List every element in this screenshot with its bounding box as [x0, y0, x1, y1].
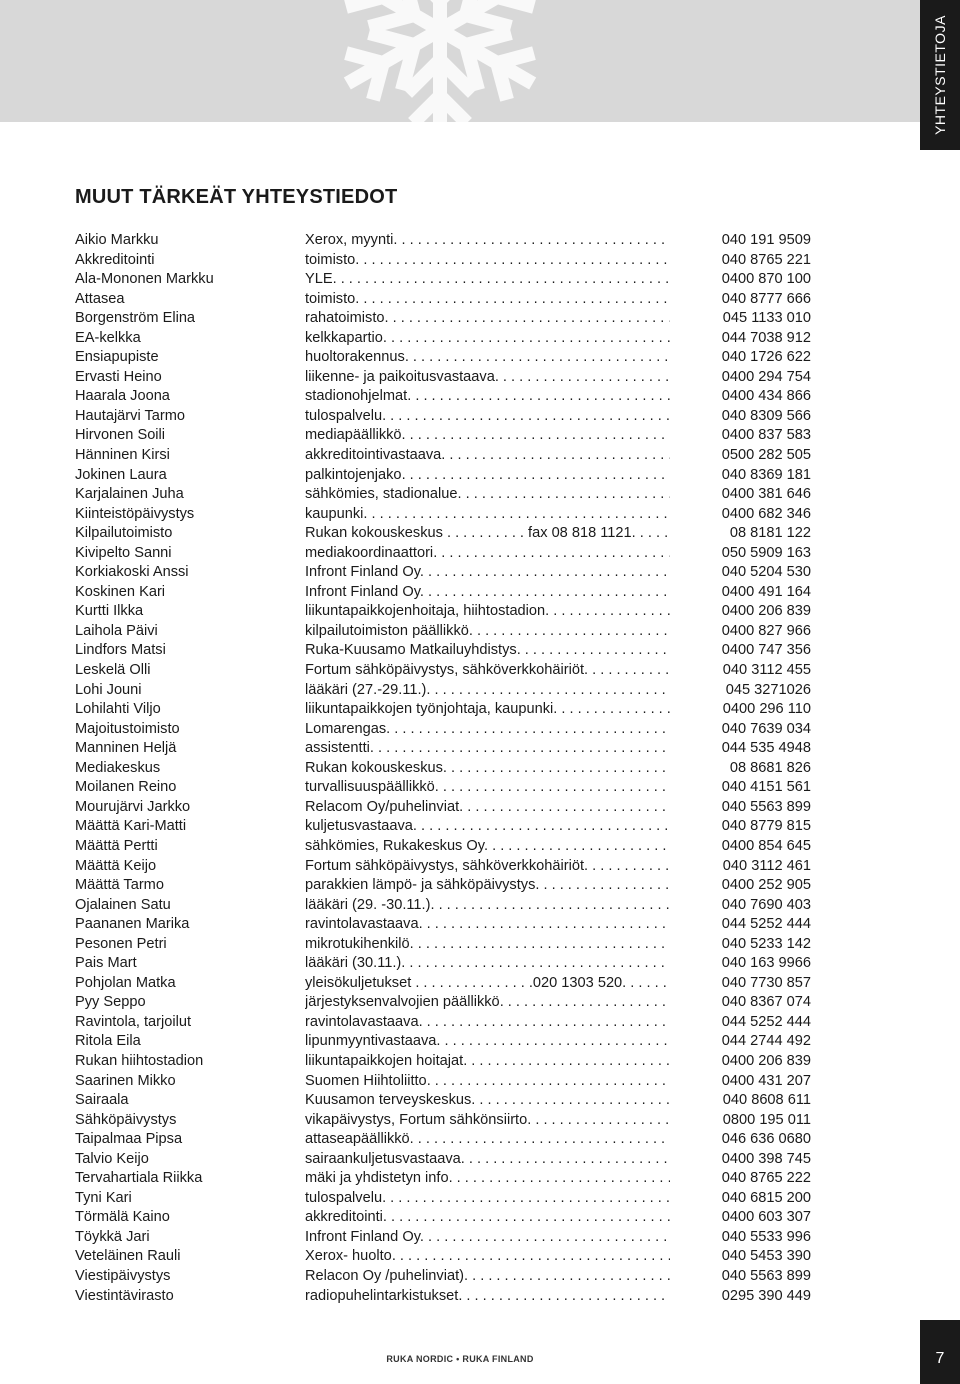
contact-phone: 0500 282 505 [721, 447, 811, 464]
footer-separator: • [456, 1354, 460, 1364]
contact-phone: 040 8777 666 [721, 290, 811, 307]
contact-name: Taipalmaa Pipsa [75, 1131, 183, 1148]
contact-role: stadionohjelmat . . . [305, 387, 670, 407]
contact-name: Määttä Pertti [75, 837, 158, 854]
contact-phone: 045 1133 010 [722, 310, 811, 327]
contact-name: Lohilahti Viljo [75, 701, 161, 718]
contact-row [75, 876, 815, 896]
contact-name: Ravintola, tarjoilut [75, 1013, 191, 1030]
contact-name: Lindfors Matsi [75, 642, 166, 659]
contact-phone: 050 5909 163 [721, 544, 811, 561]
contact-name: Leskelä Olli [75, 662, 151, 679]
contact-name: Rukan hiihtostadion [75, 1052, 204, 1069]
contact-name: Kiinteistöpäivystys [75, 505, 195, 522]
side-label-text: YHTEYSTIETOJA [932, 15, 948, 135]
contact-name: Akkreditointi [75, 251, 155, 268]
footer [0, 1354, 920, 1364]
contact-role: Suomen Hiihtoliitto . . . [305, 1072, 670, 1092]
contact-name: Törmälä Kaino [75, 1209, 170, 1226]
contact-role: kelkkapartio . . . [305, 329, 670, 349]
contact-name: Määttä Keijo [75, 857, 157, 874]
contact-role: mediapäällikkö . . . [305, 426, 670, 446]
contact-row [75, 251, 815, 271]
footer-brand-left: RUKA NORDIC [386, 1354, 454, 1364]
contact-row [75, 1267, 815, 1287]
contact-name: Määttä Kari-Matti [75, 818, 187, 835]
contact-role: akkreditointi . . . [305, 1208, 670, 1228]
contact-name: Sairaala [75, 1092, 129, 1109]
contact-name: Korkiakoski Anssi [75, 564, 189, 581]
contact-name: Pesonen Petri [75, 935, 167, 952]
contact-row [75, 993, 815, 1013]
contact-name: Mediakeskus [75, 759, 161, 776]
contact-phone: 040 8765 221 [721, 251, 811, 268]
contact-phone: 044 535 4948 [721, 740, 811, 757]
contact-row [75, 270, 815, 290]
contact-role: huoltorakennus . . . [305, 348, 670, 368]
contact-phone: 040 8369 181 [721, 466, 811, 483]
contact-name: Kivipelto Sanni [75, 544, 172, 561]
contact-role: parakkien lämpö- ja sähköpäivystys . . . [305, 876, 670, 896]
contact-role: Infront Finland Oy . . . [305, 583, 670, 603]
header-band [0, 0, 920, 122]
contact-name: Kurtti Ilkka [75, 603, 144, 620]
contact-role: Relacon Oy /puhelinviat) . . . [305, 1267, 670, 1287]
contact-list [75, 231, 815, 1306]
contact-name: Ritola Eila [75, 1033, 141, 1050]
contact-phone: 040 7730 857 [721, 974, 811, 991]
contact-name: Ensiapupiste [75, 349, 159, 366]
contact-name: Tervahartiala Riikka [75, 1170, 203, 1187]
contact-name: Karjalainen Juha [75, 486, 184, 503]
contact-row [75, 1169, 815, 1189]
contact-name: Viestipäivystys [75, 1267, 171, 1284]
contact-role: Fortum sähköpäivystys, sähköverkkohäiriöt . . . [305, 857, 670, 877]
contact-role: tulospalvelu . . . [305, 1189, 670, 1209]
contact-phone: 0295 390 449 [721, 1287, 811, 1304]
contact-name: Aikio Markku [75, 232, 159, 248]
contact-name: Pyy Seppo [75, 994, 146, 1011]
contact-role: sairaankuljetusvastaava . . . [305, 1150, 670, 1170]
contact-phone: 0400 491 164 [721, 583, 811, 600]
contact-role: Relacom Oy/puhelinviat . . . [305, 798, 670, 818]
contact-role: radiopuhelintarkistukset . . . [305, 1287, 670, 1307]
contact-row [75, 231, 815, 251]
contact-row [75, 739, 815, 759]
contact-name: EA-kelkka [75, 329, 141, 346]
contact-role: akkreditointivastaava . . . [305, 446, 670, 466]
contact-row [75, 309, 815, 329]
contact-row [75, 896, 815, 916]
contact-phone: 040 8779 815 [721, 818, 811, 835]
contact-role: YLE . . . [305, 270, 670, 290]
contact-name: Hautajärvi Tarmo [75, 407, 186, 424]
contact-row [75, 622, 815, 642]
contact-name: Töykkä Jari [75, 1228, 150, 1245]
contact-row [75, 290, 815, 310]
contact-phone: 0800 195 011 [722, 1111, 811, 1128]
contact-role: toimisto . . . [305, 251, 670, 271]
contact-name: Jokinen Laura [75, 466, 167, 483]
contact-role: tulospalvelu . . . [305, 407, 670, 427]
contact-row [75, 466, 815, 486]
contact-phone: 0400 603 307 [721, 1209, 811, 1226]
contact-phone: 044 2744 492 [721, 1033, 811, 1050]
contact-role: järjestyksenvalvojien päällikkö . . . [305, 993, 670, 1013]
contact-name: Saarinen Mikko [75, 1072, 176, 1089]
contact-name: Haarala Joona [75, 388, 170, 405]
contact-phone: 045 3271026 [725, 681, 811, 698]
contact-row [75, 387, 815, 407]
contact-phone: 040 8765 222 [721, 1170, 811, 1187]
contact-name: Manninen Heljä [75, 740, 177, 757]
contact-row [75, 915, 815, 935]
contact-role: Xerox, myynti . . . [305, 231, 670, 251]
contact-phone: 044 7038 912 [721, 329, 811, 346]
contact-row [75, 583, 815, 603]
contact-role: Rukan kokouskeskus . . . [305, 759, 670, 779]
contact-role: liikuntapaikkojen työnjohtaja, kaupunki . . . [305, 700, 670, 720]
contact-role: turvallisuuspäällikkö . . . [305, 778, 670, 798]
contact-name: Ervasti Heino [75, 368, 162, 385]
contact-phone: 0400 206 839 [721, 1052, 811, 1069]
contact-name: Laihola Päivi [75, 622, 158, 639]
contact-name: Borgenström Elina [75, 310, 196, 327]
contact-role: Xerox- huolto . . . [305, 1247, 670, 1267]
contact-row [75, 1111, 815, 1131]
contact-phone: 040 3112 455 [722, 662, 811, 679]
contact-row [75, 778, 815, 798]
contact-row [75, 681, 815, 701]
contact-name: Hänninen Kirsi [75, 447, 170, 464]
contact-row [75, 368, 815, 388]
contact-role: lipunmyyntivastaava . . . [305, 1032, 670, 1052]
contact-phone: 0400 206 839 [721, 603, 811, 620]
contact-row [75, 348, 815, 368]
contact-name: Moilanen Reino [75, 779, 177, 796]
contact-phone: 040 8309 566 [721, 407, 811, 424]
contact-phone: 0400 837 583 [721, 427, 811, 444]
snowflake-icon [330, 0, 550, 122]
page-title: MUUT TÄRKEÄT YHTEYSTIEDOT [75, 186, 398, 208]
contact-row [75, 1052, 815, 1072]
contact-name: Tyni Kari [75, 1189, 132, 1206]
contact-row [75, 1032, 815, 1052]
contact-row [75, 524, 815, 544]
contact-role: Infront Finland Oy . . . [305, 1228, 670, 1248]
contact-name: Sähköpäivystys [75, 1111, 177, 1128]
contact-name: Majoitustoimisto [75, 720, 180, 737]
contact-name: Mourujärvi Jarkko [75, 798, 191, 815]
contact-name: Kilpailutoimisto [75, 525, 173, 542]
contact-name: Ala-Mononen Markku [75, 271, 214, 288]
contact-phone: 0400 827 966 [721, 622, 811, 639]
contact-role: kilpailutoimiston päällikkö . . . [305, 622, 670, 642]
contact-row [75, 837, 815, 857]
contact-role: Ruka-Kuusamo Matkailuyhdistys . . . [305, 641, 670, 661]
contact-row [75, 426, 815, 446]
contact-row [75, 1208, 815, 1228]
contact-phone: 040 8608 611 [722, 1092, 811, 1109]
contact-role: Lomarengas . . . [305, 720, 670, 740]
contact-phone: 08 8681 826 [729, 759, 811, 776]
page-number-box [920, 1320, 960, 1384]
contact-row [75, 544, 815, 564]
contact-row [75, 446, 815, 466]
side-section-label [920, 0, 960, 150]
contact-row [75, 1247, 815, 1267]
contact-phone: 040 5233 142 [721, 935, 811, 952]
contact-row [75, 1072, 815, 1092]
contact-name: Hirvonen Soili [75, 427, 166, 444]
contact-phone: 040 5563 899 [721, 798, 811, 815]
contact-phone: 0400 398 745 [721, 1150, 811, 1167]
contact-phone: 0400 431 207 [721, 1072, 811, 1089]
contact-row [75, 1130, 815, 1150]
contact-role: yleisökuljetukset . . . . . . . . . . . . . . .020 1303 520 . . . [305, 974, 670, 994]
contact-role: kuljetusvastaava . . . [305, 817, 670, 837]
contact-phone: 0400 854 645 [721, 837, 811, 854]
contact-row [75, 505, 815, 525]
contact-row [75, 974, 815, 994]
contact-row [75, 954, 815, 974]
contact-phone: 040 3112 461 [722, 857, 811, 874]
contact-row [75, 1150, 815, 1170]
contact-phone: 0400 296 110 [722, 701, 811, 718]
contact-phone: 0400 252 905 [721, 877, 811, 894]
contact-row [75, 1228, 815, 1248]
contact-role: liikuntapaikkojenhoitaja, hiihtostadion . . . [305, 602, 670, 622]
contact-row [75, 1013, 815, 1033]
contact-name: Pohjolan Matka [75, 974, 176, 991]
contact-role: sähkömies, Rukakeskus Oy . . . [305, 837, 670, 857]
contact-role: Infront Finland Oy . . . [305, 563, 670, 583]
contact-phone: 040 6815 200 [721, 1189, 811, 1206]
contact-row [75, 407, 815, 427]
contact-row [75, 720, 815, 740]
contact-phone: 0400 294 754 [721, 368, 811, 385]
contact-row [75, 817, 815, 837]
contact-phone: 040 5453 390 [721, 1248, 811, 1265]
contact-name: Määttä Tarmo [75, 877, 164, 894]
contact-name: Talvio Keijo [75, 1150, 149, 1167]
contact-name: Paananen Marika [75, 916, 190, 933]
page-number: 7 [935, 1350, 945, 1367]
contact-phone: 0400 682 346 [721, 505, 811, 522]
contact-role: lääkäri (29. -30.11.) . . . [305, 896, 670, 916]
contact-row [75, 1287, 815, 1307]
contact-role: assistentti . . . [305, 739, 670, 759]
contact-row [75, 1091, 815, 1111]
contact-phone: 040 163 9966 [721, 955, 811, 972]
contact-row [75, 485, 815, 505]
contact-row [75, 935, 815, 955]
contact-role: rahatoimisto . . . [305, 309, 670, 329]
contact-role: ravintolavastaava . . . [305, 1013, 670, 1033]
contact-name: Ojalainen Satu [75, 896, 171, 913]
contact-row [75, 798, 815, 818]
contact-phone: 044 5252 444 [721, 1013, 811, 1030]
side-tab [920, 0, 960, 1384]
contact-row [75, 700, 815, 720]
contact-phone: 040 7639 034 [721, 720, 811, 737]
contact-name: Lohi Jouni [75, 681, 142, 698]
contact-role: Rukan kokouskeskus . . . . . . . . . . fax 08 818 1121 . . . [305, 524, 670, 544]
contact-role: mäki ja yhdistetyn info . . . [305, 1169, 670, 1189]
contact-role: liikenne- ja paikoitusvastaava . . . [305, 368, 670, 388]
contact-row [75, 1189, 815, 1209]
contact-phone: 040 5204 530 [721, 564, 811, 581]
contact-row [75, 857, 815, 877]
contact-phone: 040 5563 899 [721, 1267, 811, 1284]
contact-row [75, 759, 815, 779]
contact-phone: 040 4151 561 [721, 779, 811, 796]
footer-brand-right: RUKA FINLAND [462, 1354, 534, 1364]
contact-phone: 040 7690 403 [721, 896, 811, 913]
contact-role: mikrotukihenkilö . . . [305, 935, 670, 955]
contact-role: lääkäri (30.11.) . . . [305, 954, 670, 974]
contact-name: Veteläinen Rauli [75, 1248, 181, 1265]
contact-phone: 0400 381 646 [721, 486, 811, 503]
contact-phone: 040 191 9509 [721, 232, 811, 248]
contact-role: lääkäri (27.-29.11.) . . . [305, 681, 670, 701]
contact-row [75, 661, 815, 681]
contact-role: liikuntapaikkojen hoitajat . . . [305, 1052, 670, 1072]
contact-role: vikapäivystys, Fortum sähkönsiirto . . . [305, 1111, 670, 1131]
contact-phone: 044 5252 444 [721, 916, 811, 933]
contact-name: Viestintävirasto [75, 1287, 174, 1304]
contact-role: ravintolavastaava . . . [305, 915, 670, 935]
contact-name: Pais Mart [75, 955, 137, 972]
contact-phone: 08 8181 122 [729, 525, 811, 542]
contact-phone: 0400 870 100 [721, 271, 811, 288]
contact-row [75, 329, 815, 349]
contact-phone: 040 5533 996 [721, 1228, 811, 1245]
contact-role: Fortum sähköpäivystys, sähköverkkohäiriöt . . . [305, 661, 670, 681]
contact-role: toimisto . . . [305, 290, 670, 310]
contact-row [75, 602, 815, 622]
contact-name: Attasea [75, 290, 125, 307]
contact-phone: 0400 747 356 [721, 642, 811, 659]
contact-role: palkintojenjako . . . [305, 466, 670, 486]
contact-row [75, 641, 815, 661]
contact-role: Kuusamon terveyskeskus . . . [305, 1091, 670, 1111]
contact-name: Koskinen Kari [75, 583, 166, 600]
contact-role: sähkömies, stadionalue . . . [305, 485, 670, 505]
contact-role: kaupunki . . . [305, 505, 670, 525]
contact-row [75, 563, 815, 583]
contact-role: attaseapäällikkö . . . [305, 1130, 670, 1150]
contact-role: mediakoordinaattori . . . [305, 544, 670, 564]
contact-phone: 0400 434 866 [721, 388, 811, 405]
contact-phone: 040 8367 074 [721, 994, 811, 1011]
contact-phone: 046 636 0680 [721, 1131, 811, 1148]
contact-phone: 040 1726 622 [721, 349, 811, 366]
